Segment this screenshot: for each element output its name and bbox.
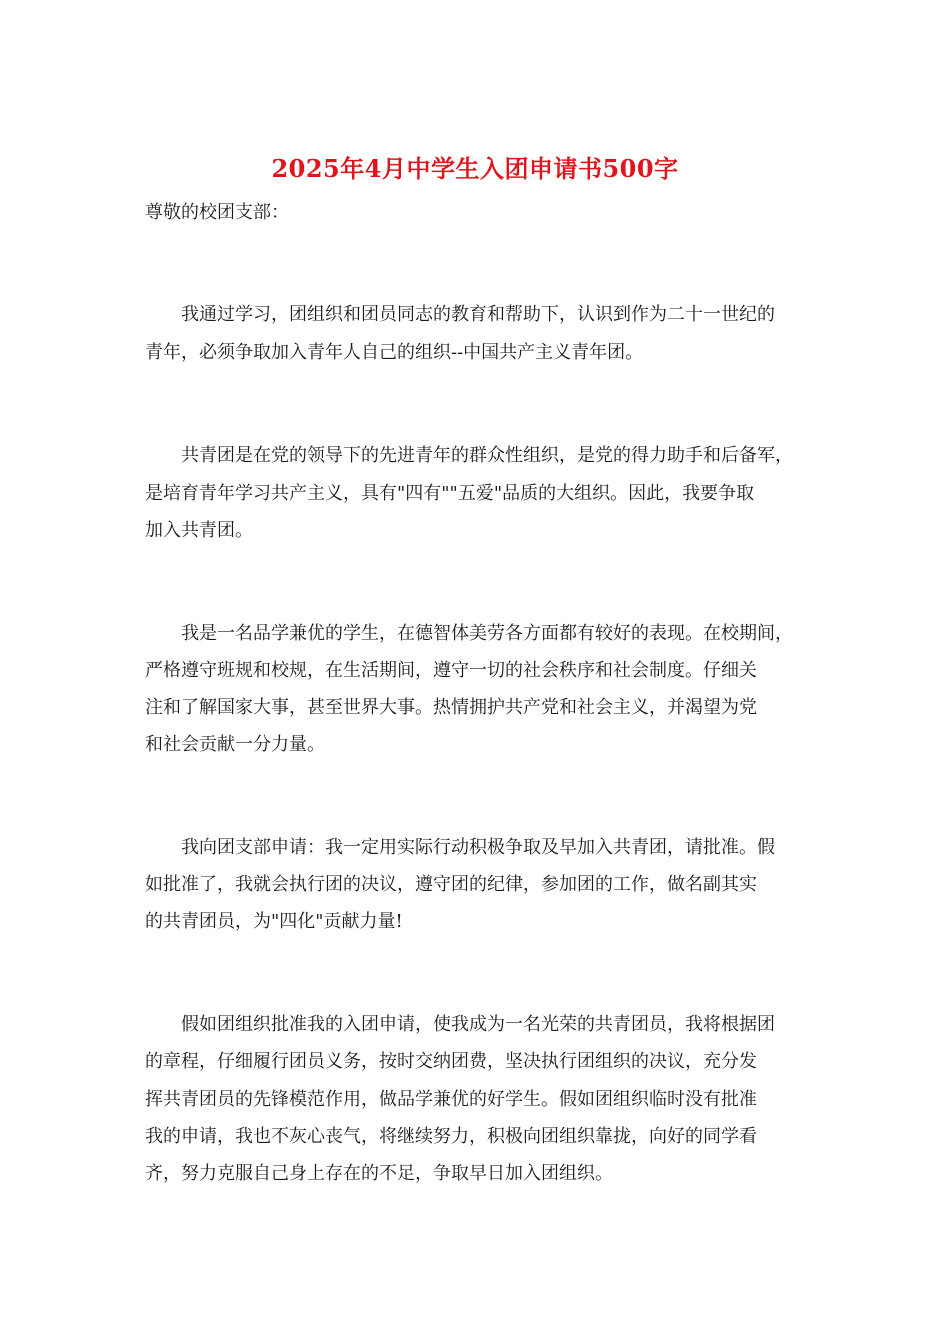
paragraph-4-line-3: 的共青团员，为"四化"贡献力量! (145, 911, 403, 932)
paragraph-4-line-1: 我向团支部申请：我一定用实际行动积极争取及早加入共青团，请批准。假 (145, 837, 775, 858)
paragraph-3-line-2: 严格遵守班规和校规，在生活期间，遵守一切的社会秩序和社会制度。仔细关 (145, 660, 757, 681)
paragraph-5-line-5: 齐，努力克服自己身上存在的不足，争取早日加入团组织。 (145, 1163, 613, 1184)
paragraph-3-line-3: 注和了解国家大事，甚至世界大事。热情拥护共产党和社会主义，并渴望为党 (145, 697, 757, 718)
paragraph-5-line-4: 我的申请，我也不灰心丧气，将继续努力，积极向团组织靠拢，向好的同学看 (145, 1126, 757, 1147)
paragraph-5-line-1: 假如团组织批准我的入团申请，使我成为一名光荣的共青团员，我将根据团 (145, 1014, 775, 1035)
paragraph-3-line-4: 和社会贡献一分力量。 (145, 734, 325, 755)
paragraph-2-line-3: 加入共青团。 (145, 520, 253, 541)
paragraph-4-line-2: 如批准了，我就会执行团的决议，遵守团的纪律，参加团的工作，做名副其实 (145, 874, 757, 895)
salutation: 尊敬的校团支部： (145, 202, 289, 223)
paragraph-2-line-1: 共青团是在党的领导下的先进青年的群众性组织，是党的得力助手和后备军， (145, 445, 793, 466)
paragraph-1-line-2: 青年，必须争取加入青年人自己的组织--中国共产主义青年团。 (145, 342, 644, 363)
document-title: 2025年4月中学生入团申请书500字 (271, 154, 679, 183)
paragraph-1-line-1: 我通过学习，团组织和团员同志的教育和帮助下，认识到作为二十一世纪的 (145, 304, 775, 325)
paragraph-5-line-3: 挥共青团员的先锋模范作用，做品学兼优的好学生。假如团组织临时没有批准 (145, 1089, 757, 1110)
paragraph-3-line-1: 我是一名品学兼优的学生，在德智体美劳各方面都有较好的表现。在校期间， (145, 623, 793, 644)
paragraph-2-line-2: 是培育青年学习共产主义，具有"四有""五爱"品质的大组织。因此，我要争取 (145, 483, 755, 504)
paragraph-5-line-2: 的章程，仔细履行团员义务，按时交纳团费，坚决执行团组织的决议，充分发 (145, 1051, 757, 1072)
